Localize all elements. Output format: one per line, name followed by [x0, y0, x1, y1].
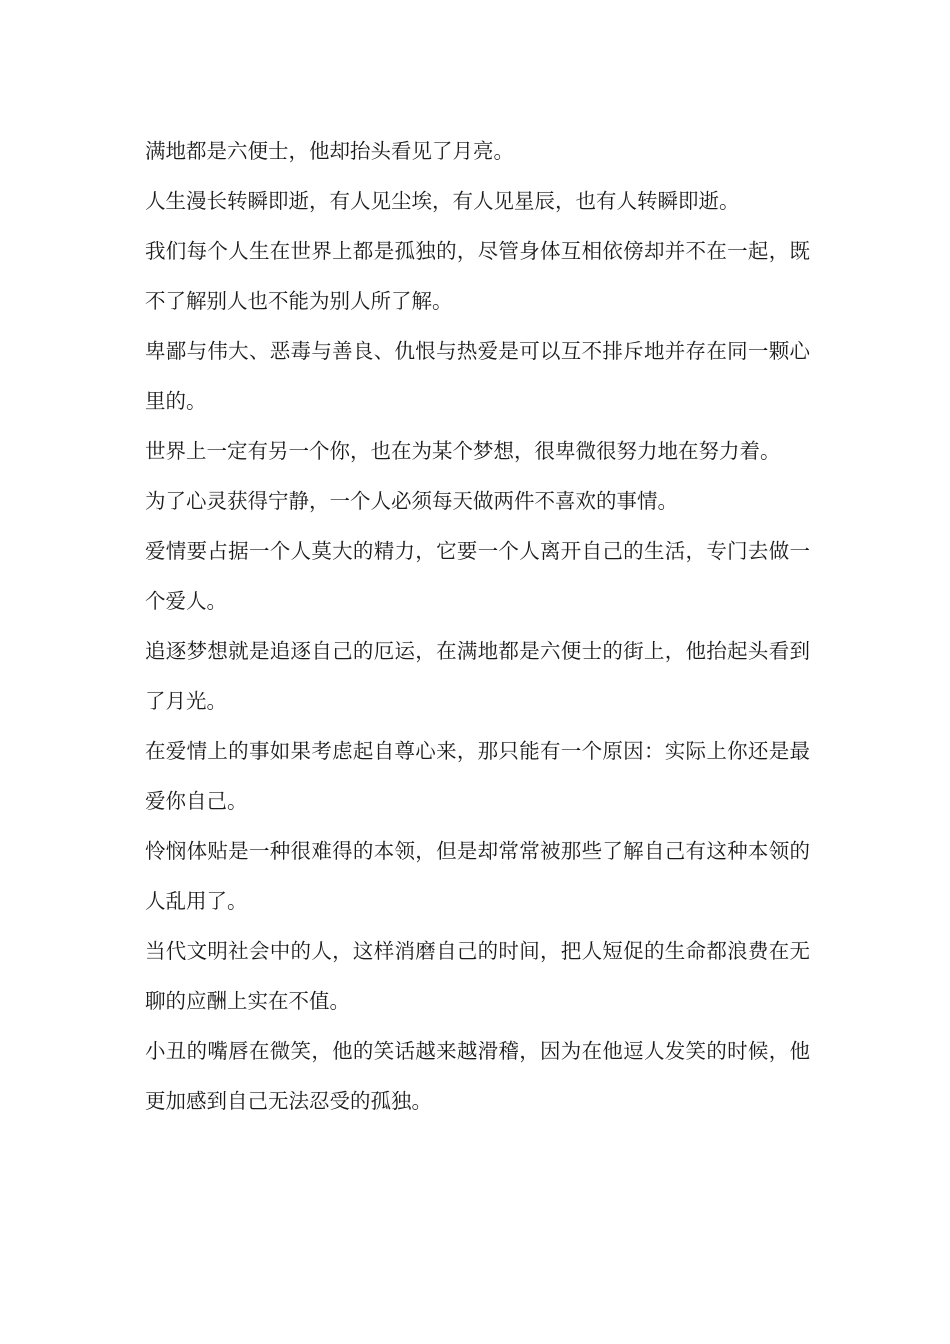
paragraph-10: 怜悯体贴是一种很难得的本领，但是却常常被那些了解自己有这种本领的人乱用了。 [145, 839, 810, 913]
paragraph-1: 满地都是六便士，他却抬头看见了月亮。 [145, 139, 514, 163]
paragraph-6: 为了心灵获得宁静，一个人必须每天做两件不喜欢的事情。 [145, 489, 678, 513]
paragraph-11: 当代文明社会中的人，这样消磨自己的时间，把人短促的生命都浪费在无聊的应酬上实在不值。 [145, 939, 810, 1013]
paragraph-2: 人生漫长转瞬即逝，有人见尘埃，有人见星辰，也有人转瞬即逝。 [145, 189, 740, 213]
paragraph-9: 在爱情上的事如果考虑起自尊心来，那只能有一个原因：实际上你还是最爱你自己。 [145, 739, 810, 813]
paragraph-12: 小丑的嘴唇在微笑，他的笑话越来越滑稽，因为在他逗人发笑的时候，他更加感到自己无法忍受的孤独。 [145, 1039, 810, 1113]
paragraph-3: 我们每个人生在世界上都是孤独的，尽管身体互相依傍却并不在一起，既不了解别人也不能为别人所了解。 [145, 239, 810, 313]
document-body [145, 126, 810, 1126]
paragraph-5: 世界上一定有另一个你，也在为某个梦想，很卑微很努力地在努力着。 [145, 439, 781, 463]
paragraph-7: 爱情要占据一个人莫大的精力，它要一个人离开自己的生活，专门去做一个爱人。 [145, 539, 810, 613]
paragraph-4: 卑鄙与伟大、恶毒与善良、仇恨与热爱是可以互不排斥地并存在同一颗心里的。 [145, 339, 810, 413]
paragraph-8: 追逐梦想就是追逐自己的厄运，在满地都是六便士的街上，他抬起头看到了月光。 [145, 639, 810, 713]
